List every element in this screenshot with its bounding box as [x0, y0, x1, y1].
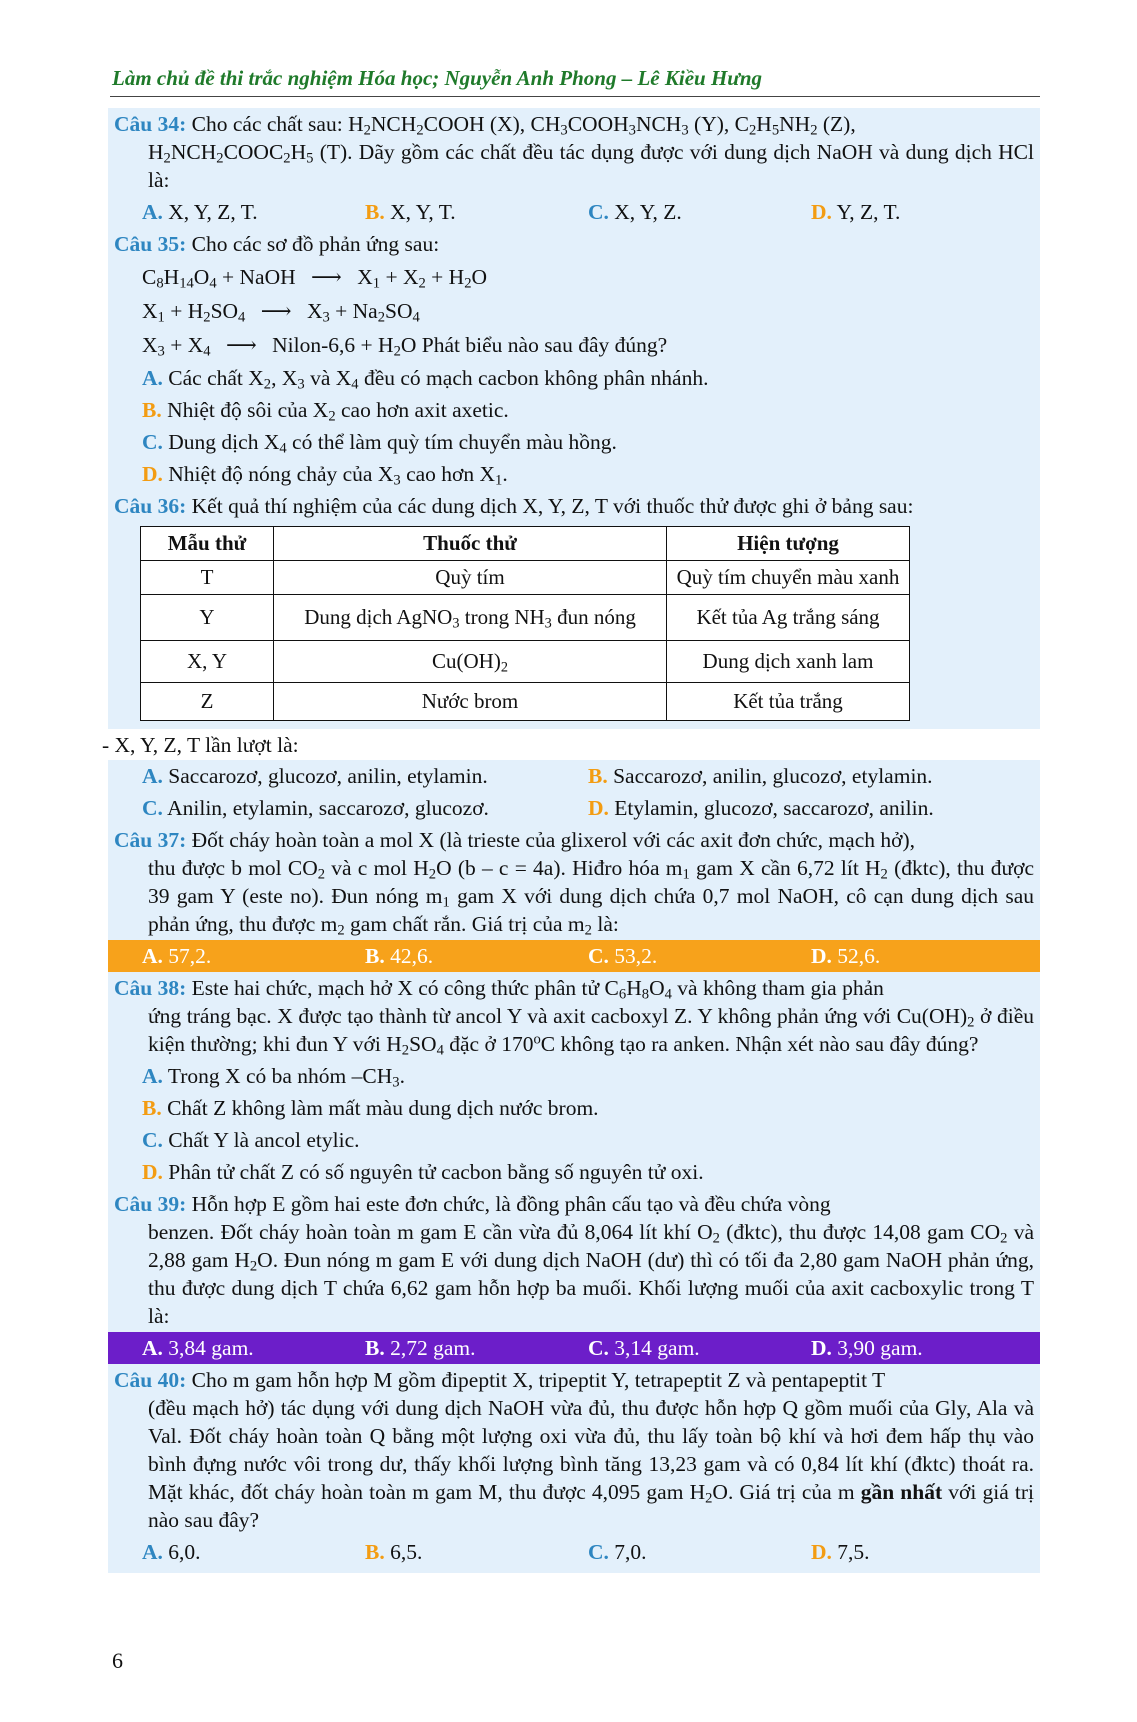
table-row: Z Nước brom Kết tủa trắng — [141, 683, 910, 721]
option-d[interactable]: D. Nhiệt độ nóng chảy của $X_3$ cao hơn $X_1$. — [142, 462, 508, 489]
answer-options — [108, 196, 1040, 228]
option-b[interactable]: B. Chất Z không làm mất màu dung dịch nước brom. — [142, 1096, 599, 1120]
option-c[interactable]: C. 7,0. — [588, 1540, 647, 1564]
option-b[interactable]: B. 2,72 gam. — [365, 1336, 476, 1360]
question-34: Câu 34: Cho các chất sau: $H_2NCH_2COOH$ (X), $CH_3COOH_3NCH_3$ (Y), $C_2H_5NH_2$ (Z), $H_2NCH_2COOC_2H_5$ (T). Dãy gồm các chất đều tác dụng được với dung dịch NaOH và dung dịch HCl là: — [114, 112, 1034, 192]
column-header: Thuốc thử — [274, 527, 667, 561]
question-panel — [102, 108, 1040, 1573]
question-35: Câu 35: Cho các sơ đồ phản ứng sau: — [114, 232, 440, 256]
option-c[interactable]: C. Anilin, etylamin, saccarozơ, glucozơ. — [142, 796, 489, 820]
option-b[interactable]: B. Nhiệt độ sôi của $X_2$ cao hơn axit axetic. — [142, 398, 509, 425]
question-label: Câu 34: — [114, 112, 187, 136]
option-c[interactable]: C. 53,2. — [588, 944, 658, 968]
column-header: Mẫu thử — [141, 527, 274, 561]
option-a[interactable]: A. Các chất $X_2$, $X_3$ và $X_4$ đều có mạch cacbon không phân nhánh. — [142, 366, 709, 393]
reaction-3: $X_3 + X_4$ ⟶ Nilon-6,6 + $H_2O$ Phát biểu nào sau đây đúng? — [142, 333, 668, 360]
option-d[interactable]: D. 3,90 gam. — [811, 1336, 923, 1360]
answer-options — [108, 940, 1040, 972]
results-table — [140, 526, 910, 721]
table-row: Y Dung dịch AgNO$_3$ trong $NH_3$ đun nóng Kết tủa Ag trắng sáng — [141, 595, 910, 641]
table-row: X, Y $Cu(OH)_2$ Dung dịch xanh lam — [141, 641, 910, 683]
question-39: Câu 39: Hỗn hợp E gồm hai este đơn chức, là đồng phân cấu tạo và đều chứa vòng benzen. Đốt cháy hoàn toàn m gam E cần vừa đủ 8,064 lít khí $O_2$ (đktc), thu được 14,08 gam $CO_2$ và 2,88 gam $H_2O$. Đun nóng m gam E với dung dịch NaOH (dư) thì có tối đa 2,80 gam NaOH phản ứng, thu được dung dịch T chứa 6,62 gam hỗn hợp ba muối. Khối lượng muối của axit cacboxylic trong T là: — [114, 1192, 1034, 1328]
option-d[interactable]: D. 52,6. — [811, 944, 881, 968]
option-b[interactable]: B. Saccarozơ, anilin, glucozơ, etylamin. — [588, 764, 933, 788]
option-b[interactable]: B. 42,6. — [365, 944, 434, 968]
option-b[interactable]: B. X, Y, T. — [365, 200, 456, 224]
answer-options — [108, 1536, 1040, 1573]
reaction-1: $C_8H_{14}O_4$ + NaOH ⟶ $X_1 + X_2 + H_2O$ — [142, 265, 488, 292]
option-a[interactable]: A. 3,84 gam. — [142, 1336, 254, 1360]
header-divider — [110, 96, 1040, 97]
answer-options — [108, 760, 1040, 792]
question-38: Câu 38: Este hai chức, mạch hở X có công thức phân tử $C_6H_8O_4$ và không tham gia phản ứng tráng bạc. X được tạo thành từ ancol Y và axit cacboxyl Z. Y không phản ứng với $Cu(OH)_2$ ở điều kiện thường; khi đun Y với $H_2SO_4$ đặc ở 170$^o$C không tạo ra anken. Nhận xét nào sau đây đúng? — [114, 976, 1034, 1059]
option-a[interactable]: A. 57,2. — [142, 944, 212, 968]
page-number: 6 — [112, 1648, 123, 1673]
reaction-2: $X_1 + H_2SO_4$ ⟶ $X_3 + Na_2SO_4$ — [142, 299, 420, 326]
answer-options — [108, 1332, 1040, 1364]
question-37: Câu 37: Đốt cháy hoàn toàn a mol X (là trieste của glixerol với các axit đơn chức, mạch hở), thu được b mol $CO_2$ và c mol $H_2O$ (b – c = 4a). Hiđro hóa $m_1$ gam X cần 6,72 lít $H_2$ (đktc), thu được 39 gam Y (este no). Đun nóng $m_1$ gam X với dung dịch chứa 0,7 mol NaOH, cô cạn dung dịch sau phản ứng, thu được $m_2$ gam chất rắn. Giá trị của $m_2$ là: — [114, 828, 1035, 939]
option-d[interactable]: D. Etylamin, glucozơ, saccarozơ, anilin. — [588, 796, 934, 820]
option-c[interactable]: C. Chất Y là ancol etylic. — [142, 1128, 360, 1152]
table-header-row — [141, 527, 910, 561]
question-40: Câu 40: Cho m gam hỗn hợp M gồm đipeptit X, tripeptit Y, tetrapeptit Z và pentapeptit T (đều mạch hở) tác dụng với dung dịch NaOH vừa đủ, thu được hỗn hợp Q gồm muối của Gly, Ala và Val. Đốt cháy hoàn toàn Q bằng một lượng oxi vừa đủ, thu lấy toàn bộ khí và hơi đem hấp thụ vào bình đựng nước vôi trong dư, thấy khối lượng bình tăng 13,23 gam và có 0,84 lít khí (đktc) thoát ra. Mặt khác, đốt cháy hoàn toàn m gam M, thu được 4,095 gam $H_2O$. Giá trị của m gần nhất với giá trị nào sau đây? — [114, 1368, 1034, 1532]
option-a[interactable]: A. Trong X có ba nhóm $-CH_3$. — [142, 1064, 405, 1091]
table-row: T Quỳ tím Quỳ tím chuyển màu xanh — [141, 561, 910, 595]
option-a[interactable]: A. Saccarozơ, glucozơ, anilin, etylamin. — [142, 764, 488, 788]
option-d[interactable]: D. Y, Z, T. — [811, 200, 901, 224]
question-36: Câu 36: Kết quả thí nghiệm của các dung dịch X, Y, Z, T với thuốc thử được ghi ở bảng sau: — [114, 494, 914, 518]
option-c[interactable]: C. X, Y, Z. — [588, 200, 682, 224]
option-d[interactable]: D. 7,5. — [811, 1540, 870, 1564]
option-a[interactable]: A. 6,0. — [142, 1540, 201, 1564]
option-a[interactable]: A. X, Y, Z, T. — [142, 200, 258, 224]
page-header: Làm chủ đề thi trắc nghiệm Hóa học; Nguyễn Anh Phong – Lê Kiều Hưng — [112, 66, 763, 90]
answer-options — [108, 792, 1040, 824]
option-b[interactable]: B. 6,5. — [365, 1540, 423, 1564]
question-prompt: - X, Y, Z, T lần lượt là: — [102, 729, 1040, 760]
option-c[interactable]: C. Dung dịch $X_4$ có thể làm quỳ tím chuyển màu hồng. — [142, 430, 617, 457]
option-c[interactable]: C. 3,14 gam. — [588, 1336, 700, 1360]
column-header: Hiện tượng — [667, 527, 910, 561]
option-d[interactable]: D. Phân tử chất Z có số nguyên tử cacbon bằng số nguyên tử oxi. — [142, 1160, 704, 1184]
